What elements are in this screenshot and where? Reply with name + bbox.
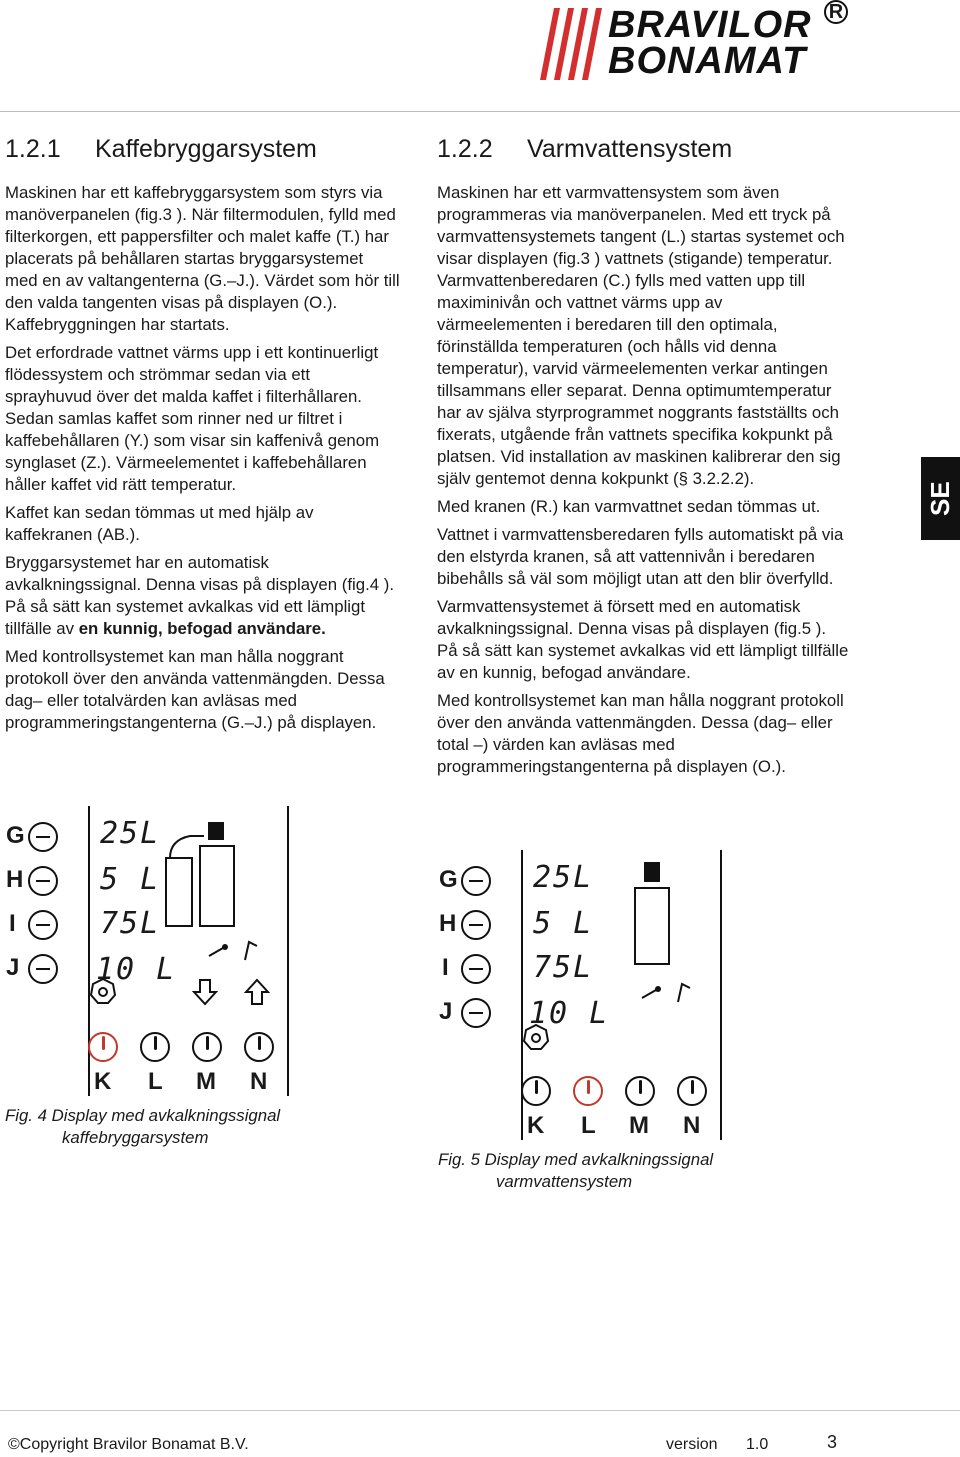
logo-stripes <box>540 8 610 80</box>
key-label-l: L <box>581 1112 596 1139</box>
key-label-g: G <box>6 822 25 849</box>
section-heading-left <box>5 135 317 164</box>
decalc-text: Bryggarsystemet har en automatisk avkalkningssignal. Denna visas på displayen (fig.4 ). På så sätt kan systemet avkalkas vid ett lämpligt tillfälle av <box>5 553 394 638</box>
lcd-value-3: 75L <box>533 950 594 985</box>
paragraph: Med kontrollsystemet kan man hålla noggrant protokoll över den använda vattenmängden. Dessa dag– eller totalvärden kan avläsas med programmeringstangenterna (G.–J.) på displayen. <box>5 647 385 732</box>
key-label-j: J <box>439 998 453 1025</box>
key-label-i: I <box>442 954 449 981</box>
paragraph: Maskinen har ett varmvattensystem som även programmeras via manöverpanelen. Med ett tryck på varmvattensystemets tangent (L.) startas systemet och visar displayen (fig.3 ) vattnets (stigande) temperatur. Varmvattenberedaren (C.) fylls med vatten upp till maximinivån och vattnet värms upp av värmeelementen i beredaren till den optimala, förinställda temperaturen (och hålls vid denna temperatur), varvid värmeelementen verkar antingen tillsammans eller separat. Denna optimumtemperatur har av själva styrprogrammet noggrants fastställts och fixerats, utgående från vattnets specifika kokpunkt på platsen. Vid installation av maskinen kalibrerar den sig själv gentemot denna kokpunkt (§ 3.2.2.2). <box>437 183 845 488</box>
key-m-button[interactable] <box>625 1076 655 1106</box>
key-n-button[interactable] <box>244 1032 274 1062</box>
fig4-panel <box>0 806 285 1096</box>
key-h-button[interactable] <box>28 866 58 896</box>
section-number: 1.2.2 <box>437 135 493 163</box>
container-icon <box>160 818 240 938</box>
key-label-j: J <box>6 954 20 981</box>
key-label-m: M <box>629 1112 649 1139</box>
key-l-button[interactable] <box>573 1076 603 1106</box>
key-label-g: G <box>439 866 458 893</box>
fig5-caption-line2: varmvattensystem <box>496 1172 633 1191</box>
key-h-button[interactable] <box>461 910 491 940</box>
registered-mark: R <box>824 0 848 24</box>
lcd-value-3: 75L <box>100 906 161 941</box>
lcd-value-2: 5 L <box>533 906 594 941</box>
brand-name-line1: BRAVILOR <box>608 4 812 46</box>
key-k-button[interactable] <box>88 1032 118 1062</box>
decalc-end: . <box>321 619 326 638</box>
key-label-k: K <box>527 1112 545 1139</box>
key-i-button[interactable] <box>461 954 491 984</box>
paragraph: Det erfordrade vattnet värms upp i ett kontinuerligt flödessystem och strömmar sedan via ett sprayhuvud över det malda kaffet i filterhållaren. Sedan samlas kaffet som rinner ned ur filtret i kaffebehållaren (Y.) som visar sin kaffenivå genom synglaset (Z.). Värmeelementet i kaffebehållaren håller kaffet vid rätt temperatur. <box>5 343 380 494</box>
key-l-button[interactable] <box>140 1032 170 1062</box>
key-label-n: N <box>683 1112 701 1139</box>
key-label-h: H <box>6 866 24 893</box>
section-number: 1.2.1 <box>5 135 61 163</box>
arrow-up-icon <box>244 978 270 1006</box>
fig4-caption-line2: kaffebryggarsystem <box>62 1128 209 1147</box>
boiler-icon <box>629 858 677 968</box>
gear-icon <box>521 1022 551 1052</box>
tap-icon <box>205 936 265 966</box>
lcd-value-4: 10 L <box>96 952 177 987</box>
version-number: 1.0 <box>746 1436 769 1453</box>
arrow-down-icon <box>192 978 218 1006</box>
paragraph: Vattnet i varmvattensberedaren fylls automatiskt på via den elstyrda kranen, så att vattennivån i beredaren bibehålls så väl som möjligt utan att den blir överfylld. <box>437 525 844 588</box>
footer-rule <box>0 1410 960 1411</box>
section-title: Varmvattensystem <box>527 135 733 163</box>
brand-name-line2: BONAMAT <box>608 40 807 82</box>
paragraph: Med kontrollsystemet kan man hålla noggrant protokoll över den använda vattenmängden. Dessa (dag– eller total –) värden kan avläsas med programmeringstangenterna på displayen (O.). <box>437 691 844 776</box>
key-label-h: H <box>439 910 457 937</box>
section-title: Kaffebryggarsystem <box>95 135 317 163</box>
fig5-caption-line1: Fig. 5 Display med avkalkningssignal <box>438 1150 714 1169</box>
paragraph-decalc <box>5 552 400 640</box>
version-label: version <box>666 1436 718 1453</box>
fig4-caption-line1: Fig. 4 Display med avkalkningssignal <box>5 1106 281 1125</box>
gear-icon <box>88 976 118 1006</box>
lcd-value-1: 25L <box>533 860 594 895</box>
key-label-m: M <box>196 1068 216 1095</box>
lcd-value-1: 25L <box>100 816 161 851</box>
language-tab: SE <box>921 457 960 540</box>
decalc-bold-text: en kunnig, befogad användare <box>78 619 322 638</box>
paragraph: Maskinen har ett kaffebryggarsystem som styrs via manöverpanelen (fig.3 ). När filtermodulen, fylld med filterkorgen, ett pappersfilter och malet kaffe (T.) har placerats på behållaren startas bryggarsystemet med en av valtangenterna (G.–J.). Värdet som hör till den valda tangenten visas på displayen (O.). Kaffebryggningen har startats. <box>5 183 400 334</box>
lcd-value-4: 10 L <box>529 996 610 1031</box>
paragraph: Kaffet kan sedan tömmas ut med hjälp av kaffekranen (AB.). <box>5 503 314 544</box>
page-number: 3 <box>827 1432 838 1452</box>
key-label-l: L <box>148 1068 163 1095</box>
key-k-button[interactable] <box>521 1076 551 1106</box>
key-label-k: K <box>94 1068 112 1095</box>
lcd-value-2: 5 L <box>100 862 161 897</box>
key-m-button[interactable] <box>192 1032 222 1062</box>
tap-icon <box>638 978 698 1008</box>
fig5-panel <box>433 850 718 1140</box>
copyright: ©Copyright Bravilor Bonamat B.V. <box>8 1436 249 1453</box>
key-g-button[interactable] <box>461 866 491 896</box>
header-rule <box>0 111 960 112</box>
key-n-button[interactable] <box>677 1076 707 1106</box>
key-j-button[interactable] <box>28 954 58 984</box>
key-i-button[interactable] <box>28 910 58 940</box>
key-label-n: N <box>250 1068 268 1095</box>
key-g-button[interactable] <box>28 822 58 852</box>
section-heading-right <box>437 135 732 164</box>
left-column-text <box>5 182 400 740</box>
key-j-button[interactable] <box>461 998 491 1028</box>
paragraph: Varmvattensystemet ä försett med en automatisk avkalkningssignal. Denna visas på displayen (fig.5 ). På så sätt kan systemet avkalkas vid ett lämpligt tillfälle av en kunnig, befogad användare. <box>437 597 849 682</box>
key-label-i: I <box>9 910 16 937</box>
paragraph: Med kranen (R.) kan varmvattnet sedan tömmas ut. <box>437 497 821 516</box>
right-column-text <box>437 182 849 784</box>
